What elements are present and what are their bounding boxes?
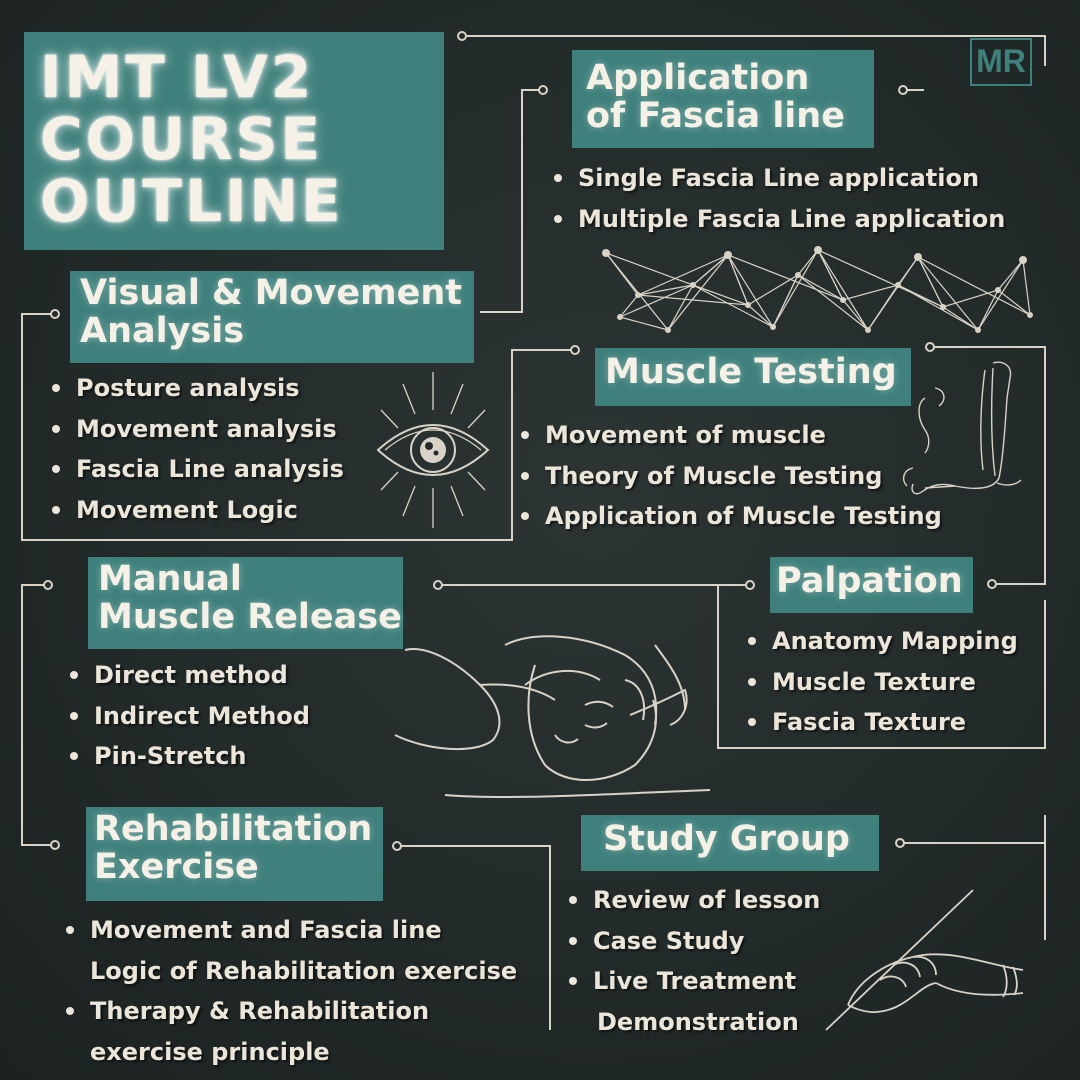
palpation-heading-text: Palpation <box>776 561 963 601</box>
rehab-heading-line-2: Exercise <box>94 846 259 887</box>
list-item: Movement Logic <box>46 490 344 531</box>
visual-analysis-list <box>46 368 344 530</box>
list-item-line: Movement and Fascia line <box>90 916 442 944</box>
title-line-3: OUTLINE <box>40 167 344 236</box>
manual-heading-line-2: Muscle Release <box>98 596 402 637</box>
manual-heading-line-1: Manual <box>98 559 242 599</box>
list-item-line: Review of lesson <box>593 886 821 914</box>
mr-logo: MR <box>970 38 1032 86</box>
manual-release-heading <box>88 557 403 649</box>
application-heading <box>572 50 874 148</box>
application-heading-line-1: Application <box>586 58 810 98</box>
list-item <box>563 921 820 962</box>
muscle-testing-list <box>515 415 942 537</box>
rehab-exercise-list <box>60 910 517 1072</box>
rehab-exercise-heading <box>86 807 383 901</box>
muscle-testing-heading <box>595 348 911 406</box>
eye-icon <box>373 370 493 530</box>
visual-heading-line-1: Visual & Movement <box>80 273 463 313</box>
list-item-line: exercise principle <box>90 1037 330 1066</box>
list-item: Single Fascia Line application <box>548 158 1005 199</box>
palpation-heading <box>770 557 973 613</box>
face-massage-icon <box>385 625 715 805</box>
application-heading-line-2: of Fascia line <box>586 95 845 136</box>
list-item <box>60 910 517 991</box>
list-item-line: Demonstration <box>597 1007 799 1036</box>
palpation-list <box>742 621 1018 743</box>
list-item <box>563 880 820 921</box>
list-item: Fascia Texture <box>742 702 1018 743</box>
list-item: Pin-Stretch <box>64 736 310 777</box>
list-item: Muscle Texture <box>742 662 1018 703</box>
list-item: Multiple Fascia Line application <box>548 199 1005 240</box>
list-item <box>563 961 820 1042</box>
list-item: Indirect Method <box>64 696 310 737</box>
application-list <box>548 158 1005 239</box>
visual-heading-line-2: Analysis <box>80 310 245 351</box>
study-group-heading <box>581 815 879 871</box>
study-group-heading-text: Study Group <box>603 819 850 859</box>
arm-skeleton-icon <box>895 358 1030 503</box>
list-item: Posture analysis <box>46 368 344 409</box>
list-item: Movement of muscle <box>515 415 942 456</box>
course-title <box>24 32 444 250</box>
manual-release-list <box>64 655 310 777</box>
list-item: Direct method <box>64 655 310 696</box>
list-item: Theory of Muscle Testing <box>515 456 942 497</box>
list-item: Application of Muscle Testing <box>515 496 942 537</box>
list-item: Movement analysis <box>46 409 344 450</box>
title-line-1: IMT LV2 <box>40 43 315 111</box>
list-item-line: Live Treatment <box>593 967 797 995</box>
title-line-2: COURSE <box>40 105 324 174</box>
visual-analysis-heading <box>70 271 474 363</box>
muscle-testing-heading-text: Muscle Testing <box>605 352 897 392</box>
writing-hand-icon <box>818 885 1038 1035</box>
rehab-heading-line-1: Rehabilitation <box>94 809 373 849</box>
list-item: Anatomy Mapping <box>742 621 1018 662</box>
list-item-line: Case Study <box>593 926 745 955</box>
list-item-line: Logic of Rehabilitation exercise <box>90 956 518 985</box>
list-item-line: Therapy & Rehabilitation <box>90 997 430 1025</box>
network-icon <box>598 245 1038 335</box>
study-group-list <box>563 880 820 1042</box>
list-item <box>60 991 517 1072</box>
list-item: Fascia Line analysis <box>46 449 344 490</box>
